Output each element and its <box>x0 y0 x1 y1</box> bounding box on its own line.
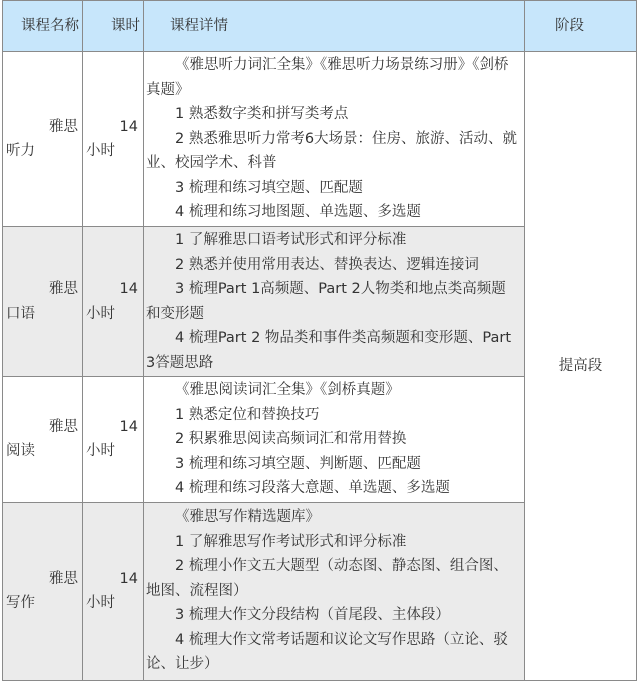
course-name-bottom: 阅读 <box>6 443 35 460</box>
course-name-bottom: 口语 <box>6 305 35 322</box>
hours-unit: 小时 <box>86 143 115 159</box>
hours-cell <box>83 502 144 680</box>
detail-line: 1 熟悉定位和替换技巧 <box>175 406 320 423</box>
hours-number: 14 <box>119 570 138 587</box>
detail-line: 3 梳理和练习填空题、判断题、匹配题 <box>175 455 421 472</box>
detail-line: 3 梳理Part 1高频题、Part 2人物类和地点类高频题和变形题 <box>146 281 506 322</box>
header-course-name: 课程名称 <box>3 1 83 52</box>
detail-cell <box>144 377 525 503</box>
detail-cell <box>144 52 525 227</box>
table-row-listening <box>3 52 637 227</box>
detail-line: 1 了解雅思口语考试形式和评分标准 <box>175 232 407 248</box>
detail-line: 3 梳理和练习填空题、匹配题 <box>175 179 363 196</box>
hours-number: 14 <box>119 281 138 297</box>
course-name-bottom: 写作 <box>6 595 35 611</box>
hours-cell <box>83 377 144 503</box>
header-hours: 课时 <box>83 1 144 52</box>
hours-number: 14 <box>119 118 138 135</box>
hours-cell <box>83 52 144 227</box>
detail-line: 4 梳理Part 2 物品类和事件类高频题和变形题、Part 3答题思路 <box>146 330 512 371</box>
hours-unit: 小时 <box>86 305 115 322</box>
course-name-top: 雅思 <box>49 418 78 435</box>
detail-line: 1 了解雅思写作考试形式和评分标准 <box>175 533 407 550</box>
detail-line: 2 熟悉雅思听力常考6大场景：住房、旅游、活动、就业、校园学术、科普 <box>146 130 518 172</box>
detail-line: 《雅思阅读词汇全集》《剑桥真题》 <box>175 382 400 398</box>
hours-number: 14 <box>119 418 138 435</box>
course-table <box>2 0 637 681</box>
header-row <box>3 1 637 52</box>
course-name-bottom: 听力 <box>6 143 35 159</box>
course-name-cell <box>3 227 83 377</box>
detail-line: 2 熟悉并使用常用表达、替换表达、逻辑连接词 <box>175 256 479 273</box>
detail-line: 《雅思写作精选题库》 <box>175 509 320 526</box>
course-name-top: 雅思 <box>49 281 78 297</box>
detail-line: 4 梳理和练习段落大意题、单选题、多选题 <box>175 480 450 496</box>
detail-cell <box>144 502 525 680</box>
hours-unit: 小时 <box>86 595 115 611</box>
course-name-cell <box>3 377 83 503</box>
course-name-cell <box>3 502 83 680</box>
detail-line: 3 梳理大作文分段结构（首尾段、主体段） <box>175 607 450 624</box>
detail-line: 2 积累雅思阅读高频词汇和常用替换 <box>175 431 407 447</box>
detail-cell <box>144 227 525 377</box>
detail-line: 《雅思听力词汇全集》《雅思听力场景练习册》《剑桥真题》 <box>146 57 509 98</box>
detail-line: 4 梳理和练习地图题、单选题、多选题 <box>175 204 421 221</box>
detail-line: 4 梳理大作文常考话题和议论文写作思路（立论、驳论、让步） <box>146 631 508 673</box>
course-name-cell <box>3 52 83 227</box>
hours-cell <box>83 227 144 377</box>
hours-unit: 小时 <box>86 443 115 460</box>
detail-line: 1 熟悉数字类和拼写类考点 <box>175 106 349 123</box>
stage-cell: 提高段 <box>525 52 637 681</box>
course-name-top: 雅思 <box>49 118 78 135</box>
header-course-detail: 课程详情 <box>144 1 525 52</box>
detail-line: 2 梳理小作文五大题型（动态图、静态图、组合图、地图、流程图） <box>146 558 508 599</box>
course-name-top: 雅思 <box>49 570 78 587</box>
header-stage: 阶段 <box>525 1 637 52</box>
